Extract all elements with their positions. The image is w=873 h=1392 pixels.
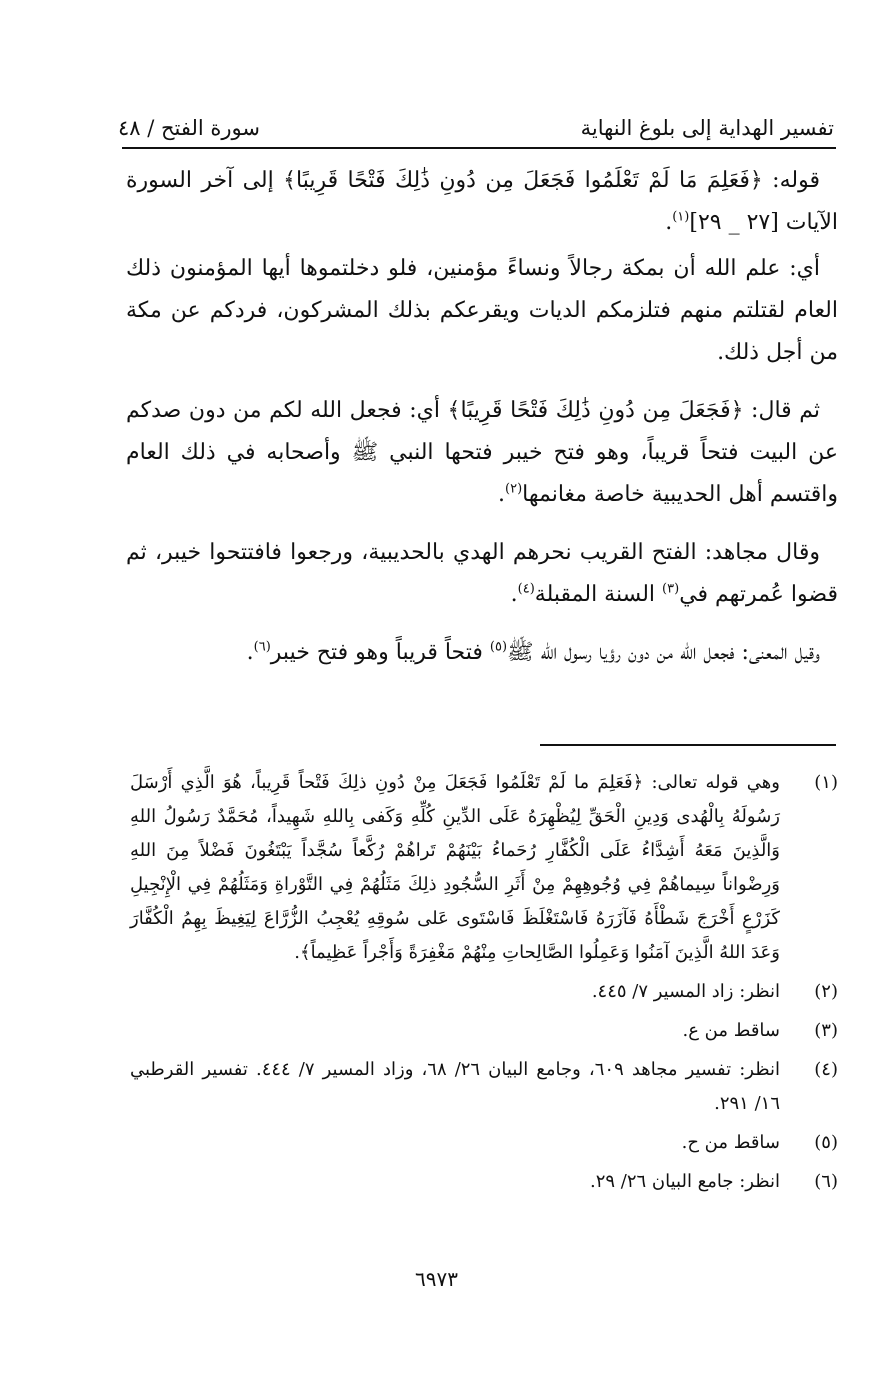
footnote-item — [130, 766, 838, 970]
paragraph-3: ثم قال: ﴿فَجَعَلَ مِن دُونِ ذَٰلِكَ فَتْحًا قَرِيبًا﴾ أي: فجعل الله لكم من دون صدكم عن البيت فتحاً قريباً، وهو فتح خيبر فتحها النبي ﷺ وأصحابه في ذلك العام واقتسم أهل الحديبية خاصة مغانمها$^{(٢)}$. — [126, 398, 838, 507]
page-number: ٦٩٧٣ — [415, 1267, 458, 1291]
book-title: تفسير الهداية إلى بلوغ النهاية — [580, 116, 834, 140]
running-header — [118, 100, 834, 140]
footnote-ref: (١) — [672, 209, 690, 225]
paragraph-5: وقيل المعنى: فجعل الله من دون رؤيا رسول الله ﷺ$^{(٥)}$ فتحاً قريباً وهو فتح خيبر$^{(٦)}$. — [246, 639, 820, 665]
quran-verse: ﴿فَجَعَلَ مِن دُونِ ذَٰلِكَ فَتْحًا قَرِيبًا﴾ — [447, 398, 744, 423]
footnote-item — [130, 1126, 838, 1160]
footnote-ref: (٤) — [517, 581, 535, 597]
footnote-number: (٢) — [814, 981, 838, 1002]
footnote-text: انظر: جامع البيان ٢٦/ ٢٩. — [589, 1171, 780, 1192]
footnote-ref: (٢) — [505, 481, 523, 497]
footnote-item — [130, 1014, 838, 1048]
footnote-item — [130, 1053, 838, 1121]
footnote-number: (٤) — [814, 1059, 838, 1080]
main-text — [126, 160, 838, 690]
paragraph-2: أي: علم الله أن بمكة رجالاً ونساءً مؤمنين، فلو دخلتموها أيها المؤمنون ذلك العام لقتلتم منهم فتلزمكم الديات ويقرعكم بذلك المشركون، فردكم عن مكة من أجل ذلك. — [126, 256, 838, 365]
footnote-item — [130, 975, 838, 1009]
footnote-text: ساقط من ع. — [682, 1020, 780, 1041]
footnote-ref: (٣) — [662, 581, 680, 597]
footnote-text: وهي قوله تعالى: ﴿فَعَلِمَ ما لَمْ تَعْلَمُوا فَجَعَلَ مِنْ دُونِ ذلِكَ فَتْحاً قَرِيباً، هُوَ الَّذِي أَرْسَلَ رَسُولَهُ بِالْهُدى وَدِينِ الْحَقِّ لِيُظْهِرَهُ عَلَى الدِّينِ كُلِّهِ وَكَفى بِاللهِ شَهِيداً، مُحَمَّدٌ رَسُولُ اللهِ وَالَّذِينَ مَعَهُ أَشِدَّاءُ عَلَى الْكُفَّارِ رُحَماءُ بَيْنَهُمْ تَراهُمْ رُكَّعاً سُجَّداً يَبْتَغُونَ فَضْلاً مِنَ اللهِ وَرِضْواناً سِيماهُمْ فِي وُجُوهِهِمْ مِنْ أَثَرِ السُّجُودِ ذلِكَ مَثَلُهُمْ فِي التَّوْراةِ وَمَثَلُهُمْ فِي الْإِنْجِيلِ كَزَرْعٍ أَخْرَجَ شَطْأَهُ فَآزَرَهُ فَاسْتَغْلَظَ فَاسْتَوى عَلى سُوقِهِ يُعْجِبُ الزُّرَّاعَ لِيَغِيظَ بِهِمُ الْكُفَّارَ وَعَدَ اللهُ الَّذِينَ آمَنُوا وَعَمِلُوا الصَّالِحاتِ مِنْهُمْ مَغْفِرَةً وَأَجْراً عَظِيماً﴾. — [130, 772, 780, 963]
footnote-number: (٣) — [814, 1020, 838, 1041]
surah-page-label: سورة الفتح / ٤٨ — [118, 116, 260, 140]
footnote-text: ساقط من ح. — [681, 1132, 780, 1153]
paragraph-4: وقال مجاهد: الفتح القريب نحرهم الهدي بالحديبية، ورجعوا فافتتحوا خيبر، ثم قضوا عُمرتهم في$^{(٣)}$ السنة المقبلة$^{(٤)}$. — [126, 540, 838, 607]
quran-verse: ﴿فَعَلِمَ مَا لَمْ تَعْلَمُوا فَجَعَلَ مِن دُونِ ذَٰلِكَ فَتْحًا قَرِيبًا﴾ — [283, 168, 763, 193]
footnote-text: انظر: تفسير مجاهد ٦٠٩، وجامع البيان ٢٦/ ٦٨، وزاد المسير ٧/ ٤٤٤. تفسير القرطبي ١٦/ ٢٩١. — [130, 1059, 780, 1114]
footnote-number: (٦) — [814, 1171, 838, 1192]
footnotes — [130, 766, 838, 1204]
footnote-item — [130, 1165, 838, 1199]
header-divider — [122, 147, 836, 149]
paragraph-1: قوله: ﴿فَعَلِمَ مَا لَمْ تَعْلَمُوا فَجَعَلَ مِن دُونِ ذَٰلِكَ فَتْحًا قَرِيبًا﴾ إلى آخر السورة الآيات [٢٧ _ ٢٩]$^{(١)}$. — [126, 168, 838, 235]
footnote-divider — [540, 744, 836, 746]
footnote-number: (٥) — [814, 1132, 838, 1153]
footnote-number: (١) — [814, 772, 838, 793]
footnote-ref: (٦) — [253, 639, 271, 655]
footnote-ref: (٥) — [489, 639, 508, 655]
footnote-text: انظر: زاد المسير ٧/ ٤٤٥. — [591, 981, 780, 1002]
